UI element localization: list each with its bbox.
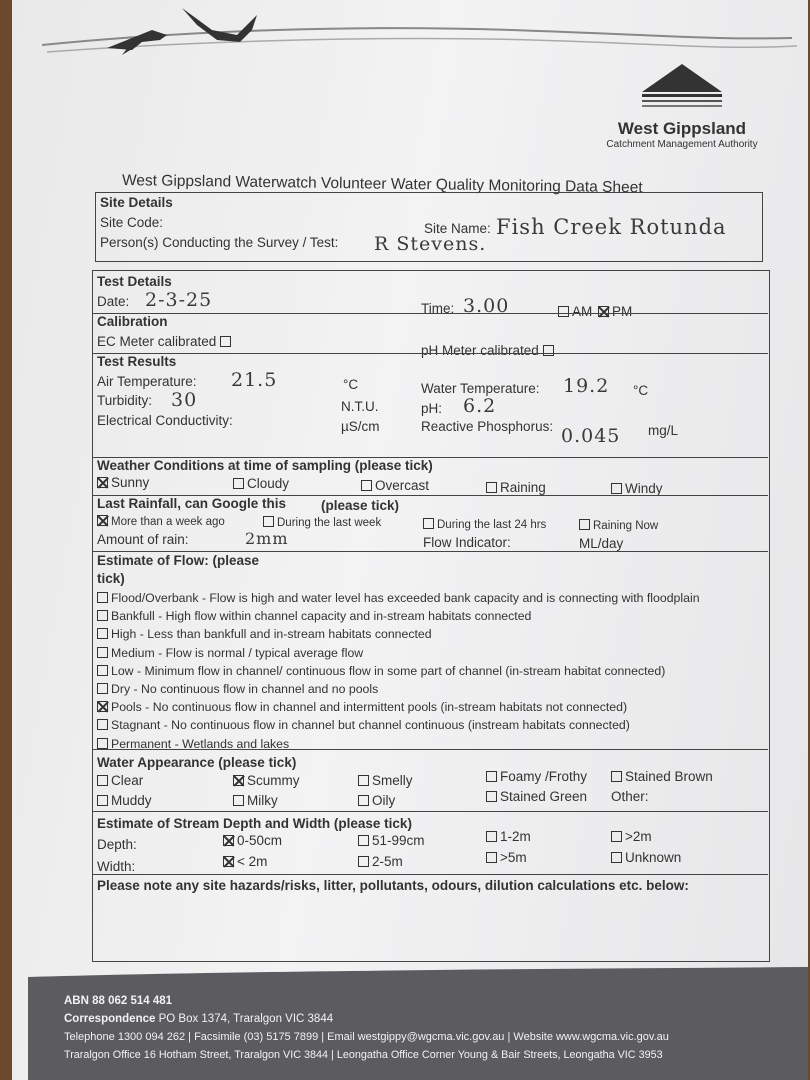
appearance-option[interactable] (233, 793, 278, 808)
flow-option-label: Pools - No continuous flow in channel and intermittent pools (in-stream habitats not connected) (111, 700, 628, 715)
air-temp-value[interactable]: 21.5 (231, 369, 278, 391)
ph-calibrated-option[interactable] (421, 343, 557, 358)
flow-option-label: Permanent - Wetlands and lakes (111, 736, 290, 751)
divider (93, 749, 768, 750)
flow-option-label: Dry - No continuous flow in channel and no pools (111, 682, 379, 696)
correspondence-label: Correspondence (64, 1013, 156, 1025)
site-code-label: Site Code: (100, 215, 164, 230)
flow-indicator-label: Flow Indicator: (423, 535, 511, 550)
ph-calibrated-checkbox[interactable] (543, 345, 554, 356)
flow-heading-line2: tick) (97, 571, 125, 586)
appearance-label: Muddy (111, 793, 152, 808)
flow-checkbox[interactable] (97, 683, 108, 694)
flow-indicator-unit: ML/day (579, 536, 624, 551)
weather-windy[interactable] (611, 481, 663, 496)
main-form-box (92, 270, 770, 962)
notes-area[interactable] (97, 899, 763, 957)
turbidity-unit: N.T.U. (341, 399, 379, 414)
appearance-option[interactable] (358, 793, 395, 808)
size-label: 51-99cm (372, 833, 425, 848)
footer-contact: Telephone 1300 094 262 | Facsimile (03) 5175 7899 | Email westgippy@wgcma.vic.gov.au | Website www.wgcma.vic.gov.au (64, 1031, 669, 1043)
raining-now-label: Raining Now (593, 520, 659, 532)
windy-label: Windy (625, 481, 663, 496)
appearance-checkbox[interactable] (233, 795, 244, 806)
footer-abn: ABN 88 062 514 481 (64, 995, 173, 1007)
depth-heading: Estimate of Stream Depth and Width (please tick) (97, 816, 412, 831)
date-value[interactable]: 2-3-25 (145, 289, 213, 311)
phosphorus-label: Reactive Phosphorus: (421, 419, 554, 434)
footer-wave-graphic (28, 967, 808, 987)
width-option[interactable] (486, 850, 527, 865)
divider (93, 811, 768, 812)
flow-option[interactable] (97, 646, 363, 660)
appearance-checkbox[interactable] (97, 775, 108, 786)
width-label: Width: (97, 859, 136, 874)
raining-checkbox[interactable] (486, 482, 497, 493)
rain-last-week[interactable] (263, 516, 381, 529)
flow-option-label: Medium - Flow is normal / typical average flow (111, 645, 364, 660)
test-details-heading: Test Details (97, 274, 172, 289)
appearance-label: Stained Brown (625, 769, 713, 784)
appearance-label: Smelly (372, 773, 413, 788)
rain-now[interactable] (579, 519, 658, 532)
last-24hrs-checkbox[interactable] (423, 518, 434, 529)
size-checkbox[interactable] (223, 856, 234, 867)
windy-checkbox[interactable] (611, 483, 622, 494)
footer (28, 985, 808, 1080)
flow-checkbox[interactable] (97, 592, 108, 603)
ph-value[interactable]: 6.2 (463, 395, 497, 417)
flow-option-label: Stagnant - No continuous flow in channel but channel continuous (instream habitats connected) (111, 718, 630, 733)
appearance-option[interactable] (486, 769, 587, 784)
page-title: West Gippsland Waterwatch Volunteer Water Quality Monitoring Data Sheet (121, 172, 643, 197)
size-label: < 2m (237, 854, 268, 869)
phosphorus-unit: mg/L (648, 423, 679, 438)
weather-overcast[interactable] (361, 478, 429, 493)
size-label: >5m (500, 850, 527, 865)
org-name: West Gippsland (617, 119, 747, 138)
am-option[interactable] (558, 304, 592, 319)
cloudy-checkbox[interactable] (233, 478, 244, 489)
flow-checkbox[interactable] (97, 719, 108, 730)
appearance-checkbox[interactable] (486, 791, 497, 802)
pm-checkbox[interactable] (598, 306, 609, 317)
ec-calibrated-checkbox[interactable] (220, 336, 231, 347)
depth-option[interactable] (486, 829, 531, 844)
notes-heading: Please note any site hazards/risks, litter, pollutants, odours, dilution calculations etc. below: (97, 878, 689, 893)
ec-calibrated-label: EC Meter calibrated (97, 334, 217, 349)
flow-option-label: Low - Minimum flow in channel/ continuous flow in some part of channel (in-stream habitat connected) (111, 663, 666, 678)
water-temp-label: Water Temperature: (421, 381, 540, 396)
appearance-checkbox[interactable] (233, 775, 244, 786)
person-value[interactable]: R Stevens. (374, 233, 487, 255)
depth-option[interactable] (223, 833, 282, 848)
correspondence-value: PO Box 1374, Traralgon VIC 3844 (158, 1013, 334, 1025)
flow-checkbox[interactable] (97, 701, 108, 712)
size-label: 2-5m (372, 854, 403, 869)
mountain-logo-icon (627, 60, 737, 112)
appearance-checkbox[interactable] (486, 771, 497, 782)
date-label: Date: (97, 294, 130, 309)
sunny-label: Sunny (111, 475, 150, 490)
ph-calibrated-label: pH Meter calibrated (421, 343, 539, 358)
phosphorus-value[interactable]: 0.045 (561, 425, 621, 447)
size-checkbox[interactable] (223, 835, 234, 846)
org-subtitle: Catchment Management Authority (606, 139, 758, 150)
raining-label: Raining (500, 480, 546, 495)
appearance-label: Stained Green (500, 789, 588, 804)
header-banner (12, 0, 808, 160)
flow-checkbox[interactable] (97, 610, 108, 621)
rainfall-heading: Last Rainfall, can Google this (97, 496, 287, 511)
rainfall-tick-note: (please tick) (321, 498, 400, 513)
rain-24hrs[interactable] (423, 518, 546, 531)
data-sheet (12, 0, 808, 1080)
flow-checkbox[interactable] (97, 665, 108, 676)
flow-checkbox[interactable] (97, 628, 108, 639)
size-checkbox[interactable] (611, 831, 622, 842)
appearance-checkbox[interactable] (358, 775, 369, 786)
width-option[interactable] (223, 854, 267, 869)
appearance-heading: Water Appearance (please tick) (97, 755, 297, 770)
flow-option[interactable] (97, 591, 700, 605)
turbidity-label: Turbidity: (97, 393, 153, 408)
raining-now-checkbox[interactable] (579, 519, 590, 530)
size-label: >2m (625, 829, 652, 844)
overcast-label: Overcast (375, 478, 430, 493)
weather-raining[interactable] (486, 480, 546, 495)
last-24hrs-label: During the last 24 hrs (437, 519, 547, 531)
flow-option-label: High - Less than bankfull and in-stream habitats connected (111, 627, 432, 642)
ph-label: pH: (421, 401, 443, 416)
appearance-label: Milky (247, 793, 278, 808)
appearance-option[interactable] (611, 789, 649, 804)
sunny-checkbox[interactable] (97, 477, 108, 488)
appearance-label: Other: (611, 789, 649, 804)
appearance-option[interactable] (611, 769, 713, 784)
appearance-option[interactable] (233, 773, 300, 788)
appearance-option[interactable] (97, 773, 143, 788)
pm-option[interactable] (598, 304, 632, 319)
flow-option[interactable] (97, 627, 432, 641)
appearance-option[interactable] (358, 773, 413, 788)
weather-cloudy[interactable] (233, 476, 289, 491)
size-checkbox[interactable] (611, 852, 622, 863)
week-ago-label: More than a week ago (111, 516, 225, 528)
size-label: 0-50cm (237, 833, 283, 848)
appearance-label: Oily (372, 793, 396, 808)
org-logo (602, 60, 762, 150)
pm-label: PM (612, 304, 633, 319)
appearance-option[interactable] (486, 789, 587, 804)
am-label: AM (572, 304, 593, 319)
test-results-heading: Test Results (97, 354, 177, 369)
site-name-label: Site Name: (424, 221, 491, 236)
size-label: Unknown (625, 850, 682, 865)
appearance-option[interactable] (97, 793, 152, 808)
appearance-label: Foamy /Frothy (500, 769, 588, 784)
divider (93, 353, 768, 354)
appearance-label: Scummy (247, 773, 300, 788)
flow-heading-line1: Estimate of Flow: (please (97, 553, 260, 568)
last-week-label: During the last week (277, 517, 382, 529)
divider (93, 313, 768, 314)
size-checkbox[interactable] (486, 831, 497, 842)
footer-correspondence (64, 1013, 333, 1025)
site-details-heading: Site Details (100, 195, 173, 210)
time-value[interactable]: 3.00 (463, 295, 510, 317)
calibration-heading: Calibration (97, 314, 168, 329)
conductivity-label: Electrical Conductivity: (97, 413, 233, 428)
weather-sunny[interactable] (97, 475, 149, 490)
size-label: 1-2m (500, 829, 531, 844)
flow-option[interactable] (97, 609, 531, 623)
rain-amount-label: Amount of rain: (97, 532, 189, 547)
appearance-checkbox[interactable] (97, 795, 108, 806)
appearance-checkbox[interactable] (611, 771, 622, 782)
width-option[interactable] (358, 854, 403, 869)
week-ago-checkbox[interactable] (97, 515, 108, 526)
depth-option[interactable] (358, 833, 425, 848)
appearance-checkbox[interactable] (358, 795, 369, 806)
rain-week-ago[interactable] (97, 515, 225, 528)
flow-option-label: Flood/Overbank - Flow is high and water level has exceeded bank capacity and is connecting with floodplain (111, 591, 700, 605)
divider (93, 551, 768, 552)
air-temp-label: Air Temperature: (97, 374, 197, 389)
size-checkbox[interactable] (486, 852, 497, 863)
am-checkbox[interactable] (558, 306, 569, 317)
width-option[interactable] (611, 850, 681, 865)
overcast-checkbox[interactable] (361, 480, 372, 491)
flow-option[interactable] (97, 718, 630, 732)
flow-option-label: Bankfull - High flow within channel capacity and in-stream habitats connected (111, 609, 532, 624)
cloudy-label: Cloudy (247, 476, 290, 491)
rain-amount-value[interactable]: 2mm (245, 529, 289, 548)
size-checkbox[interactable] (358, 835, 369, 846)
person-label: Person(s) Conducting the Survey / Test: (100, 235, 339, 250)
size-checkbox[interactable] (358, 856, 369, 867)
flow-checkbox[interactable] (97, 647, 108, 658)
flow-option[interactable] (97, 664, 665, 678)
flow-option[interactable] (97, 700, 627, 714)
weather-heading: Weather Conditions at time of sampling (please tick) (97, 458, 433, 473)
depth-label: Depth: (97, 837, 137, 852)
conductivity-unit: µS/cm (341, 419, 380, 434)
time-label: Time: (421, 301, 455, 316)
water-temp-value[interactable]: 19.2 (563, 375, 610, 397)
flow-checkbox[interactable] (97, 738, 108, 749)
footer-offices: Traralgon Office 16 Hotham Street, Traralgon VIC 3844 | Leongatha Office Corner Young & Bair Streets, Leongatha VIC 3953 (64, 1049, 663, 1061)
depth-option[interactable] (611, 829, 652, 844)
turbidity-value[interactable]: 30 (171, 389, 198, 411)
air-temp-unit: °C (343, 377, 359, 392)
divider (93, 874, 768, 875)
last-week-checkbox[interactable] (263, 516, 274, 527)
water-temp-unit: °C (633, 383, 649, 398)
ec-calibrated-option[interactable] (97, 334, 234, 349)
appearance-label: Clear (111, 773, 144, 788)
flow-option[interactable] (97, 682, 378, 696)
site-name-value[interactable]: Fish Creek Rotunda (496, 215, 727, 239)
site-details-box (95, 192, 763, 262)
